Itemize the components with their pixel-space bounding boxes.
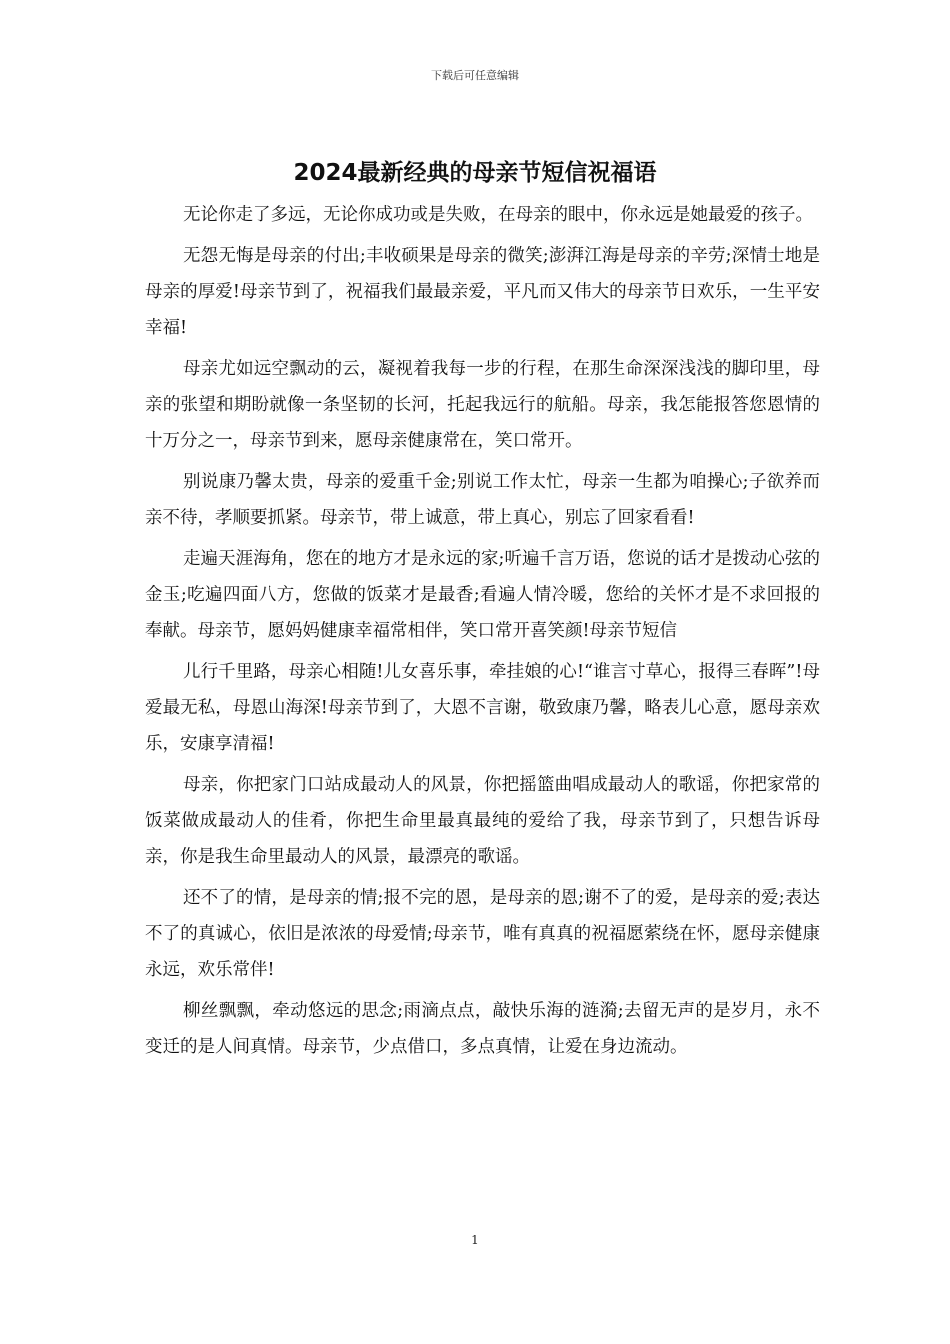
paragraph: 无论你走了多远，无论你成功或是失败，在母亲的眼中，你永远是她最爱的孩子。: [183, 205, 813, 225]
document-body: [145, 197, 820, 1070]
paragraph: 走遍天涯海角，您在的地方才是永远的家;听遍千言万语，您说的话才是拨动心弦的金玉;吃遍四面八方，您做的饭菜才是最香;看遍人情冷暖，您给的关怀才是不求回报的奉献。母亲节，愿妈妈健康幸福常相伴，笑口常开喜笑颜!母亲节短信: [145, 549, 820, 641]
page-header-note: 下载后可任意编辑: [431, 69, 519, 82]
paragraph: 母亲，你把家门口站成最动人的风景，你把摇篮曲唱成最动人的歌谣，你把家常的饭菜做成最动人的佳肴，你把生命里最真最纯的爱给了我，母亲节到了，只想告诉母亲，你是我生命里最动人的风景，最漂亮的歌谣。: [145, 775, 820, 867]
paragraph: 儿行千里路，母亲心相随!儿女喜乐事，牵挂娘的心!“谁言寸草心，报得三春晖”!母爱最无私，母恩山海深!母亲节到了，大恩不言谢，敬致康乃馨，略表儿心意，愿母亲欢乐，安康享清福!: [145, 662, 820, 754]
paragraph: 别说康乃馨太贵，母亲的爱重千金;别说工作太忙，母亲一生都为咱操心;子欲养而亲不待，孝顺要抓紧。母亲节，带上诚意，带上真心，别忘了回家看看!: [145, 472, 820, 528]
page-number: 1: [471, 1233, 479, 1247]
paragraph: 柳丝飘飘，牵动悠远的思念;雨滴点点，敲快乐海的涟漪;去留无声的是岁月，永不变迁的是人间真情。母亲节，少点借口，多点真情，让爱在身边流动。: [145, 1001, 820, 1057]
document-title: 2024最新经典的母亲节短信祝福语: [293, 160, 657, 186]
paragraph: 无怨无悔是母亲的付出;丰收硕果是母亲的微笑;澎湃江海是母亲的辛劳;深情士地是母亲的厚爱!母亲节到了，祝福我们最最亲爱，平凡而又伟大的母亲节日欢乐，一生平安幸福!: [145, 246, 820, 338]
paragraph: 母亲尤如远空飘动的云，凝视着我每一步的行程，在那生命深深浅浅的脚印里，母亲的张望和期盼就像一条坚韧的长河，托起我远行的航船。母亲，我怎能报答您恩情的十万分之一，母亲节到来，愿母亲健康常在，笑口常开。: [145, 359, 820, 451]
paragraph: 还不了的情，是母亲的情;报不完的恩，是母亲的恩;谢不了的爱，是母亲的爱;表达不了的真诚心，依旧是浓浓的母爱情;母亲节，唯有真真的祝福愿萦绕在怀，愿母亲健康永远，欢乐常伴!: [145, 888, 820, 980]
